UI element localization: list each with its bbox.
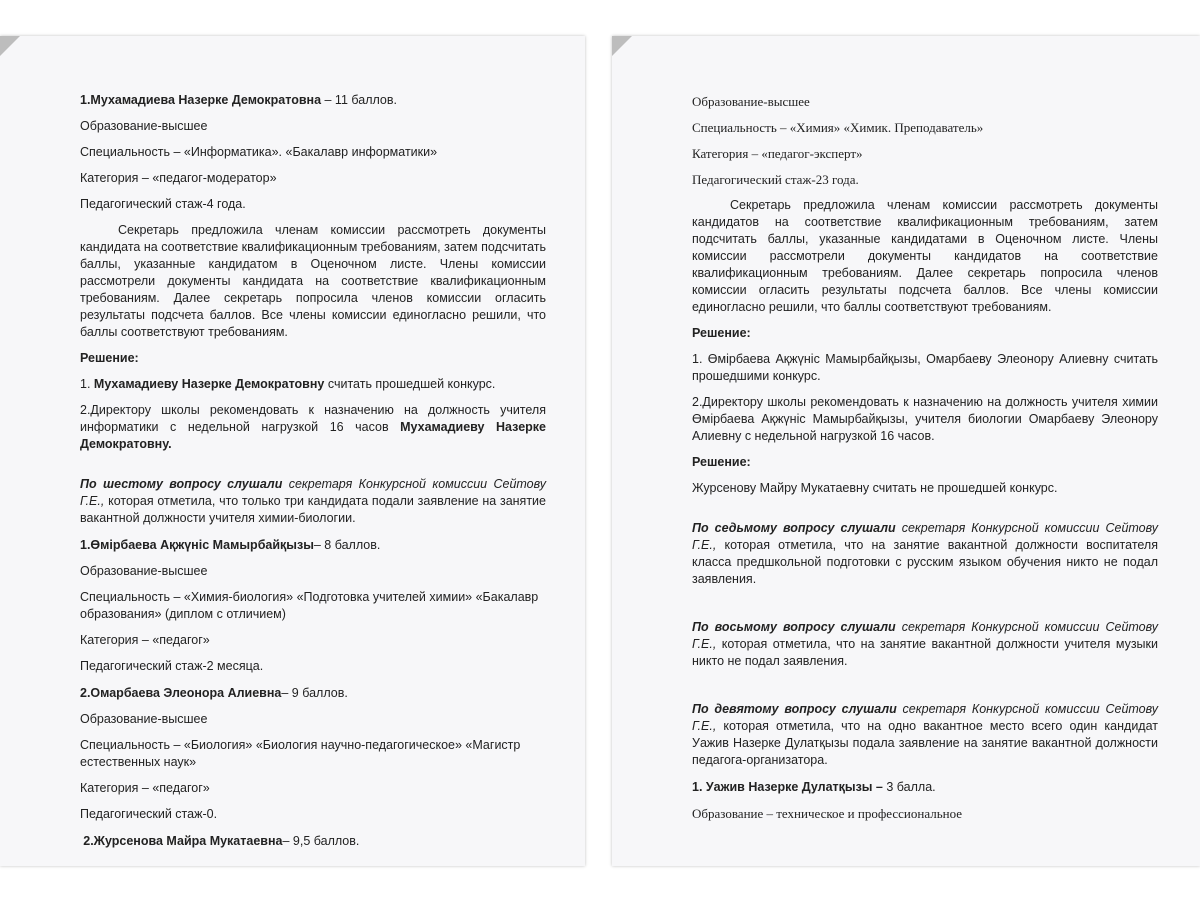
decision-3-right: Журсенову Майру Мукатаевну считать не прошедшей конкурс. <box>692 481 1058 495</box>
decision-2 <box>80 402 546 453</box>
candidate-4-heading <box>80 832 546 850</box>
candidate-4-score: – 9,5 баллов. <box>282 834 360 848</box>
decision-1-suffix: считать прошедшей конкурс. <box>324 377 496 391</box>
candidate-5-score: 3 балла. <box>882 780 936 794</box>
page-corner-fold <box>0 36 20 56</box>
right-page-content <box>692 93 1158 831</box>
question-6-paragraph <box>80 476 546 527</box>
spacer <box>692 679 1158 701</box>
candidate-2-education: Образование-высшее <box>80 564 208 578</box>
question-8-secretary: секретаря Конкурсной комиссии Сейтову Г.Е., <box>692 620 1158 651</box>
question-6-secretary: секретаря Конкурсной комиссии Сейтову Г.Е., <box>80 477 546 508</box>
candidate-1-specialty: Специальность – «Информатика». «Бакалавр информатики» <box>80 145 438 159</box>
candidate-4-education: Образование-высшее <box>692 94 810 109</box>
candidate-1-name: 1.Мухамадиева Назерке Демократовна <box>80 93 322 107</box>
candidate-2-score: – 8 баллов. <box>313 538 381 552</box>
decision-heading-1: Решение: <box>692 326 751 340</box>
candidate-4-specialty: Специальность – «Химия» «Химик. Преподаватель» <box>692 120 984 135</box>
decision-1-name: Мухамадиеву Назерке Демократовну <box>93 377 325 391</box>
decision-2-text: 2.Директору школы рекомендовать к назначению на должность учителя информатики с недельной нагрузкой 16 часов <box>80 403 546 434</box>
candidate-2-heading <box>80 536 546 554</box>
question-9-lead: По девятому вопросу слушали <box>692 702 897 716</box>
question-9-text: которая отметила, что на одно вакантное место всего один кандидат Уажив Назерке Дулатқызы подала заявление на занятие вакантной должности педагога-организатора. <box>692 719 1158 767</box>
candidate-1-heading <box>80 91 546 109</box>
question-7-text: которая отметила, что на занятие вакантной должности воспитателя класса предшкольной подготовки с русским языком обучения никто не подал заявления. <box>692 538 1158 586</box>
candidate-1-category: Категория – «педагог-модератор» <box>80 171 277 185</box>
question-8-lead: По восьмому вопросу слушали <box>692 620 896 634</box>
candidate-3-score: – 9 баллов. <box>281 686 348 700</box>
candidate-3-name: 2.Омарбаева Элеонора Алиевна <box>80 686 282 700</box>
question-6-lead: По шестому вопросу слушали <box>80 477 283 491</box>
decision-heading-2: Решение: <box>692 455 751 469</box>
question-9-secretary: секретаря Конкурсной комиссии Сейтову Г.Е., <box>692 702 1158 733</box>
candidate-3-heading <box>80 684 546 702</box>
candidate-2-name: 1.Өмірбаева Ақжүніс Мамырбайқызы <box>80 538 314 552</box>
question-9-paragraph <box>692 701 1158 769</box>
page-corner-fold <box>612 36 632 56</box>
candidate-2-category: Категория – «педагог» <box>80 633 210 647</box>
decision-1 <box>80 376 546 393</box>
candidate-4-experience: Педагогический стаж-23 года. <box>692 172 859 187</box>
candidate-3-education: Образование-высшее <box>80 712 208 726</box>
candidate-1-score: – 11 баллов. <box>321 93 397 107</box>
candidate-5-education: Образование – техническое и профессиональное <box>692 806 963 821</box>
right-page <box>612 36 1200 866</box>
candidate-1-education: Образование-высшее <box>80 119 208 133</box>
spacer <box>692 597 1158 619</box>
question-7-lead: По седьмому вопросу слушали <box>692 521 896 535</box>
secretary-paragraph-2: Секретарь предложила членам комиссии рассмотреть документы кандидатов на соответствие квалификационным требованиям, затем подсчитать баллы, указанные кандидатами в Оценочном листе. Члены комиссии рассмотрели документы кандидатов на соответствие квалификационным требованиям. Далее секретарь попросила членов комиссии огласить результаты подсчета баллов. Все члены комиссии единогласно решили, что баллы соответствуют требованиям. <box>692 198 1158 314</box>
question-6-text: которая отметила, что только три кандидата подали заявление на занятие вакантной должности учителя химии-биологии. <box>80 494 546 525</box>
decision-2-right: 2.Директору школы рекомендовать к назначению на должность учителя химии Өмірбаева Ақжүніс Мамырбайқызы, учителя биологии Омарбаеву Элеонору Алиевну с недельной нагрузкой 16 часов. <box>692 395 1158 443</box>
decision-1-right: 1. Өмірбаева Ақжүніс Мамырбайқызы, Омарбаеву Элеонору Алиевну считать прошедшими конкурс. <box>692 352 1158 383</box>
candidate-3-experience: Педагогический стаж-0. <box>80 807 218 821</box>
candidate-3-specialty: Специальность – «Биология» «Биология научно-педагогическое» «Магистр естественных наук» <box>80 738 521 769</box>
decision-1-prefix: 1. <box>80 377 94 391</box>
decision-heading: Решение: <box>80 351 139 365</box>
candidate-5-name: 1. Уажив Назерке Дулатқызы – <box>692 780 883 794</box>
candidate-4-category: Категория – «педагог-эксперт» <box>692 146 863 161</box>
spacer <box>80 462 546 476</box>
candidate-3-category: Категория – «педагог» <box>80 781 210 795</box>
left-page <box>0 36 585 866</box>
candidate-4-name: 2.Журсенова Майра Мукатаевна <box>83 834 283 848</box>
candidate-1-experience: Педагогический стаж-4 года. <box>80 197 246 211</box>
candidate-2-experience: Педагогический стаж-2 месяца. <box>80 659 264 673</box>
question-7-paragraph <box>692 520 1158 588</box>
question-7-secretary: секретаря Конкурсной комиссии Сейтову Г.Е., <box>692 521 1158 552</box>
decision-2-name: Мухамадиеву Назерке Демократовну. <box>80 420 546 451</box>
left-page-content <box>80 91 546 859</box>
spacer <box>692 506 1158 520</box>
question-8-text: которая отметила, что на занятие вакантной должности учителя музыки никто не подал заявления. <box>692 637 1158 668</box>
candidate-2-specialty: Специальность – «Химия-биология» «Подготовка учителей химии» «Бакалавр образования» (диплом с отличием) <box>80 590 539 621</box>
candidate-5-heading <box>692 778 1158 796</box>
secretary-paragraph: Секретарь предложила членам комиссии рассмотреть документы кандидата на соответствие квалификационным требованиям, затем подсчитать баллы, указанные кандидатом в Оценочном листе. Члены комиссии рассмотрели документы кандидата на соответствие квалификационным требованиям. Далее секретарь попросила членов комиссии огласить результаты подсчета баллов. Все члены комиссии единогласно решили, что баллы соответствуют требованиям. <box>80 223 546 339</box>
question-8-paragraph <box>692 619 1158 670</box>
